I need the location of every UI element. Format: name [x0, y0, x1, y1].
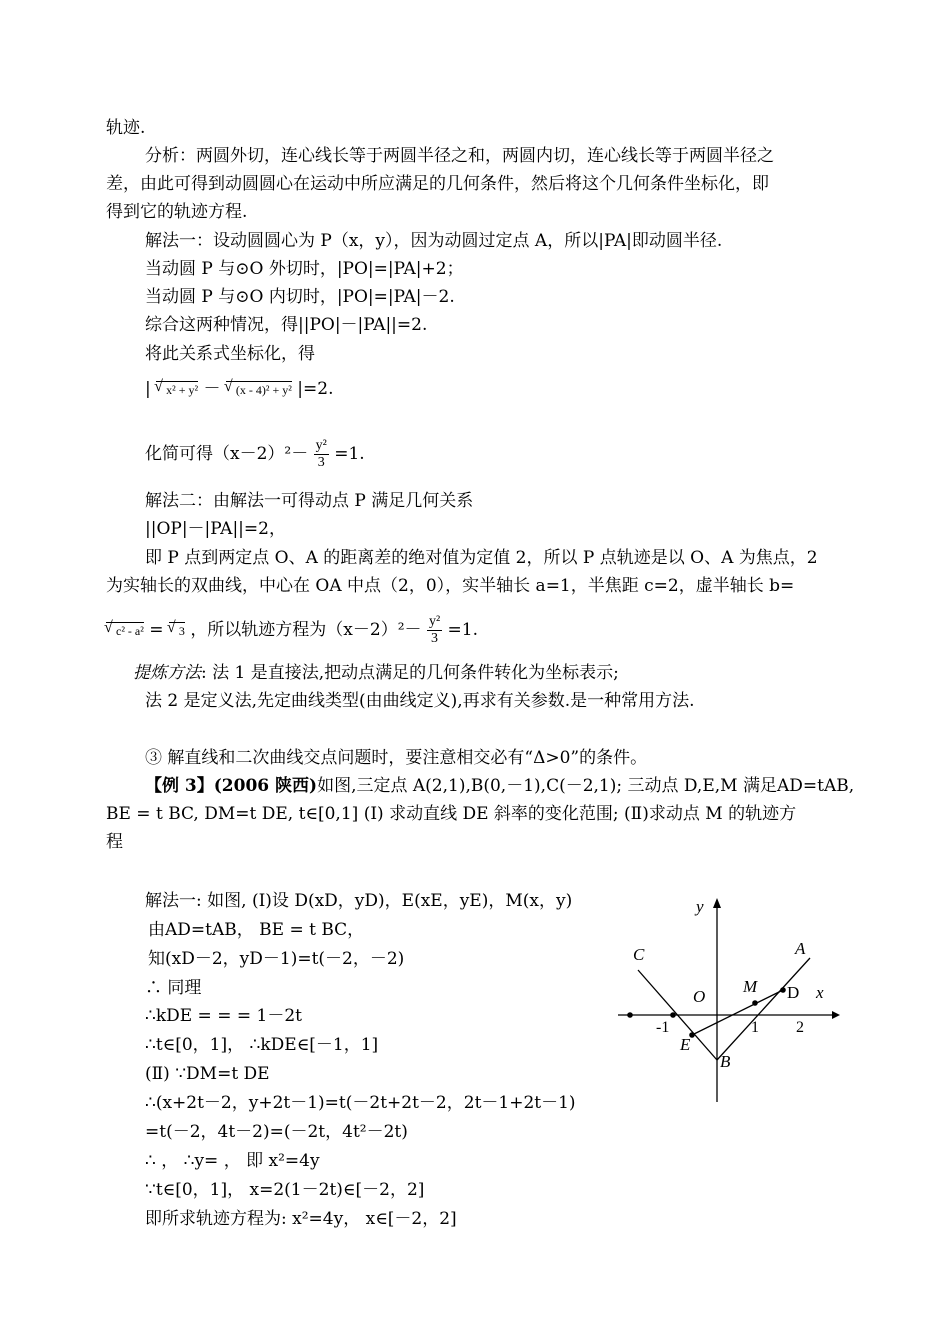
eq-text: =1.: [447, 620, 479, 640]
method-line: [133, 662, 619, 684]
solution2-line: 解法二：由解法一可得动点 P 满足几何关系: [145, 491, 474, 511]
equation-line: [145, 438, 365, 471]
y-axis-arrow-icon: [713, 898, 721, 908]
sqrt-expression: √ c² - a²: [106, 622, 144, 639]
text-line: 当动圆 P 与⊙O 外切时，|PO|=|PA|+2；: [145, 259, 464, 279]
fraction-denominator: 3: [317, 455, 325, 470]
label-M: M: [743, 977, 758, 996]
note-line: ③ 解直线和二次曲线交点问题时，要注意相交必有“Δ>0”的条件。: [145, 748, 648, 768]
method-text: : 法 1 是直接法,把动点满足的几何条件转化为坐标表示;: [201, 663, 619, 683]
label-A: A: [795, 939, 806, 958]
solution-line: ∴t∈[0，1]， ∴kDE∈[－1，1]: [145, 1035, 379, 1055]
text-line: 即 P 点到两定点 O、A 的距离差的绝对值为定值 2，所以 P 点轨迹是以 O、A 为焦点，2: [145, 548, 818, 568]
label-y: y: [696, 897, 704, 916]
text-line: ||OP|－|PA||=2，: [145, 519, 286, 539]
example-label: 【例 3】(2006 陕西): [145, 776, 318, 796]
eq-text: =: [149, 620, 169, 640]
label-O: O: [693, 987, 706, 1006]
solution-line: ∴(x+2t－2，y+2t－1)=t(－2t+2t－2，2t－1+2t－1): [145, 1093, 576, 1113]
solution-line: 即所求轨迹方程为: x²=4y， x∈[－2，2]: [145, 1209, 457, 1229]
fraction-numerator: y²: [315, 438, 327, 453]
label-C: C: [633, 945, 645, 964]
solution-line: ∴kDE = = = 1－2t: [145, 1006, 302, 1026]
eq-text: =1.: [334, 444, 365, 464]
sqrt-expression: √ (x - 4)² + y²: [226, 381, 292, 398]
method-label: 提炼方法: [133, 663, 201, 683]
label-D: D: [787, 983, 800, 1002]
text-line: 综合这两种情况，得||PO|－|PA||=2.: [145, 315, 428, 335]
solution-line: 知(xD－2，yD－1)=t(－2，－2): [148, 949, 405, 969]
point-M: [752, 1000, 758, 1006]
eq-text: ，所以轨迹方程为（x－2）²－: [190, 620, 422, 640]
equation-line: [106, 614, 478, 647]
text-line: 轨迹.: [106, 118, 146, 138]
tick-label-1: 1: [751, 1019, 759, 1036]
line-BA: [717, 958, 810, 1060]
minus-sign: －: [203, 379, 226, 399]
text-line: 程: [106, 832, 123, 852]
label-E: E: [680, 1035, 691, 1054]
solution-line: =t(－2，4t－2)=(－2t，4t²－2t): [145, 1122, 408, 1142]
equation-line: [145, 378, 333, 400]
text-line: 法 2 是定义法,先定曲线类型(由曲线定义),再求有关参数.是一种常用方法.: [145, 691, 695, 711]
solution-line: ∴ 同理: [145, 978, 202, 998]
solution1-line: 解法一：设动圆圆心为 P（x，y），因为动圆过定点 A，所以|PA|即动圆半径.: [145, 231, 723, 251]
sqrt-expression: √ x² + y²: [156, 381, 198, 398]
analysis-line: 分析：两圆外切，连心线长等于两圆半径之和，两圆内切，连心线长等于两圆半径之: [145, 146, 774, 166]
fraction-numerator: y²: [428, 614, 441, 629]
coordinate-figure: [600, 880, 850, 1110]
label-B: B: [720, 1052, 731, 1071]
text-line: 差，由此可得到动圆圆心在运动中所应满足的几何条件，然后将这个几何条件坐标化，即: [106, 174, 769, 194]
solution-line: ∴ ， ∴y= ， 即 x²=4y: [145, 1151, 320, 1171]
point-minus1: [670, 1012, 676, 1018]
text-line: 将此关系式坐标化，得: [145, 344, 315, 364]
solution-line: 解法一: 如图, (I)设 D(xD，yD)，E(xE，yE)，M(x，y): [145, 891, 573, 911]
abs-close: |=2.: [297, 379, 334, 399]
x-axis-arrow-icon: [832, 1011, 840, 1019]
tick-label-neg1: -1: [656, 1019, 670, 1036]
line-ED: [692, 990, 783, 1035]
text-line: 当动圆 P 与⊙O 内切时，|PO|=|PA|－2.: [145, 287, 455, 307]
fraction-denominator: 3: [431, 631, 439, 646]
fraction: [314, 438, 329, 471]
abs-open: |: [145, 379, 151, 399]
eq-text: 化简可得（x－2）²－: [145, 444, 309, 464]
text-line: BE = t BC, DM=t DE, t∈[0,1] (Ⅰ) 求动直线 DE 斜率的变化范围; (Ⅱ)求动点 M 的轨迹方: [106, 804, 797, 824]
example-text: 如图,三定点 A(2,1),B(0,－1),C(－2,1); 三动点 D,E,M 满足AD=tAB,: [317, 776, 855, 796]
point-minus2: [627, 1012, 633, 1018]
text-line: 为实轴长的双曲线，中心在 OA 中点（2，0），实半轴长 a=1，半焦距 c=2，虚半轴长 b=: [106, 576, 795, 596]
text-line: 得到它的轨迹方程.: [106, 202, 248, 222]
point-D: [780, 987, 786, 993]
solution-line: 由AD=tAB， BE = t BC，: [148, 920, 365, 940]
fraction: [427, 614, 442, 647]
sqrt-expression: √ 3: [169, 622, 185, 639]
solution-line: (Ⅱ) ∵DM=t DE: [145, 1064, 270, 1084]
label-x: x: [816, 983, 824, 1002]
tick-label-2: 2: [796, 1019, 804, 1036]
solution-line: ∵t∈[0，1]， x=2(1－2t)∈[－2，2]: [145, 1180, 425, 1200]
example-header: [145, 775, 854, 797]
